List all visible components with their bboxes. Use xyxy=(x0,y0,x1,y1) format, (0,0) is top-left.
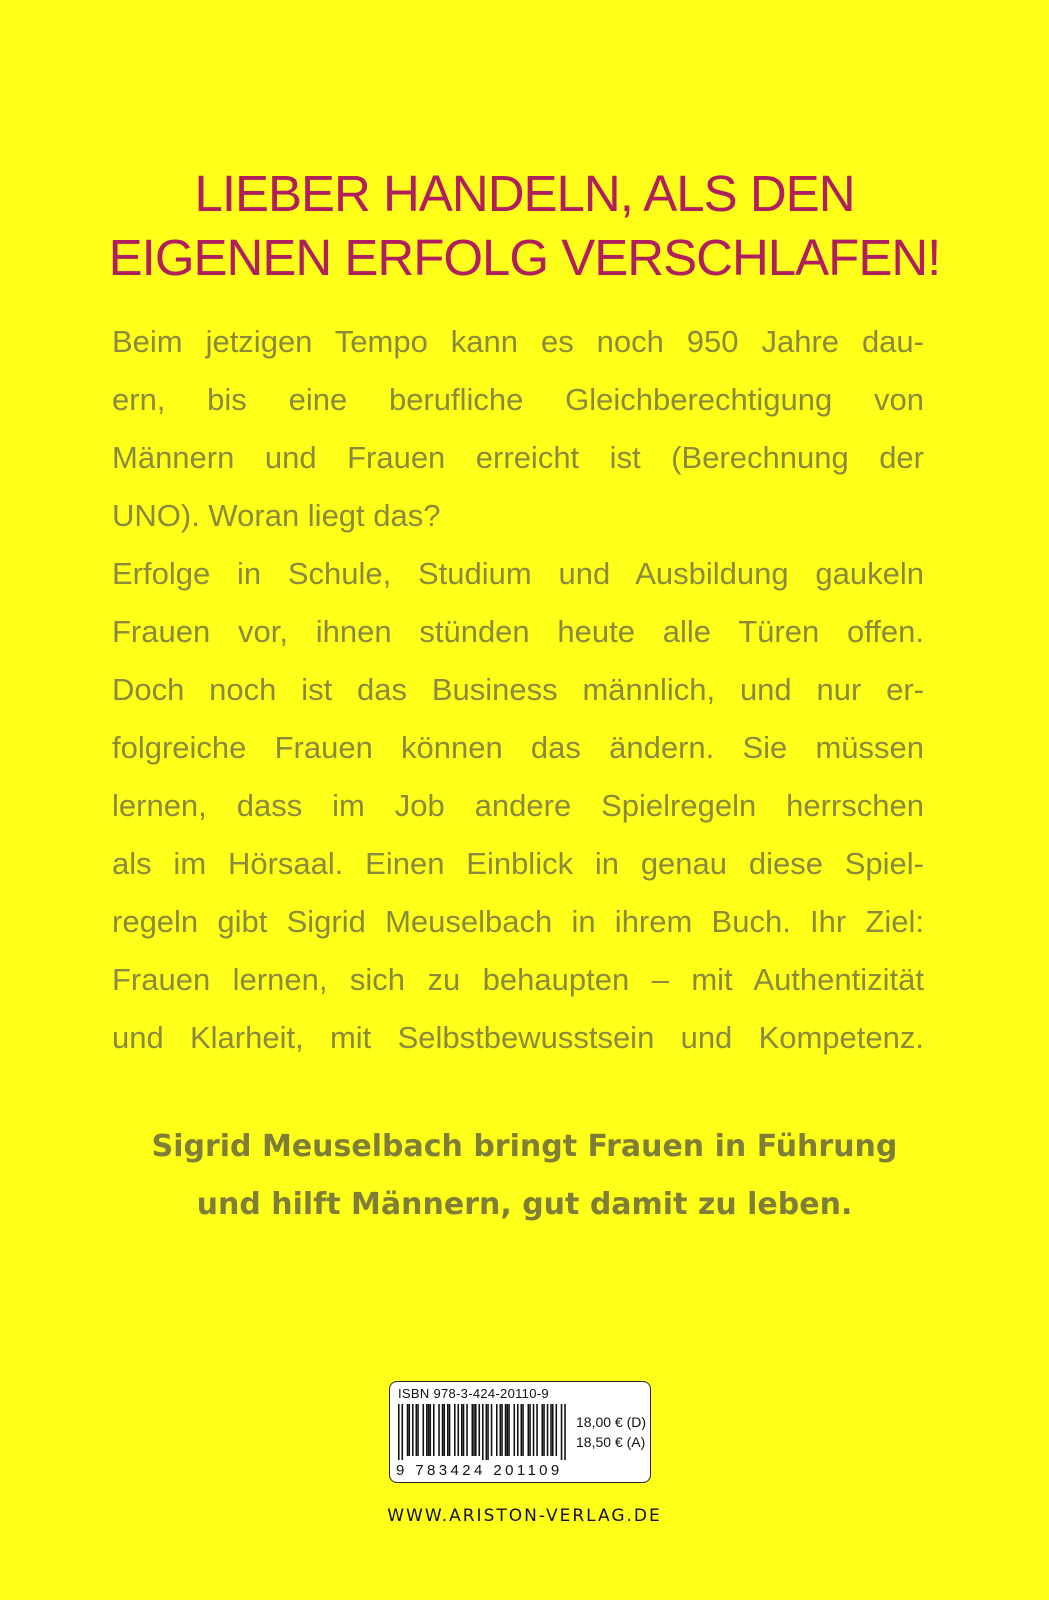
tagline-line-1: Sigrid Meuselbach bringt Frauen in Führung xyxy=(151,1129,898,1164)
price-austria: 18,50 € (A) xyxy=(576,1434,646,1450)
headline-line-2: EIGENEN ERFOLG VERSCHLAFEN! xyxy=(108,229,941,286)
blurb-line: lernen, dass im Job andere Spielregeln herrschen xyxy=(112,788,924,823)
tagline-line-2: und hilft Männern, gut damit zu leben. xyxy=(196,1187,853,1222)
blurb-line: Erfolge in Schule, Studium und Ausbildung gaukeln xyxy=(112,556,924,591)
blurb-line: Frauen vor, ihnen stünden heute alle Türen offen. xyxy=(112,614,924,649)
prices xyxy=(576,1412,646,1452)
blurb-line: als im Hörsaal. Einen Einblick in genau diese Spiel- xyxy=(112,846,924,881)
blurb-line: Frauen lernen, sich zu behaupten – mit Authentizität xyxy=(112,962,924,997)
blurb-line: ern, bis eine berufliche Gleichberechtigung von xyxy=(112,382,924,417)
blurb-line: folgreiche Frauen können das ändern. Sie müssen xyxy=(112,730,924,765)
isbn-price-box xyxy=(389,1381,651,1483)
headline xyxy=(40,162,1009,290)
blurb-line: und Klarheit, mit Selbstbewusstsein und Kompetenz. xyxy=(112,1020,924,1055)
blurb-line: Doch noch ist das Business männlich, und nur er- xyxy=(112,672,924,707)
tagline xyxy=(60,1118,989,1234)
price-germany: 18,00 € (D) xyxy=(576,1414,647,1430)
blurb-line: Beim jetzigen Tempo kann es noch 950 Jahre dau- xyxy=(112,324,924,359)
publisher-website: WWW.ARISTON-VERLAG.DE xyxy=(387,1506,662,1526)
blurb-line: UNO). Woran liegt das? xyxy=(112,498,441,533)
barcode-icon xyxy=(398,1404,566,1460)
isbn-label: ISBN 978-3-424-20110-9 xyxy=(398,1386,549,1401)
headline-line-1: LIEBER HANDELN, ALS DEN xyxy=(194,165,855,222)
blurb-line: Männern und Frauen erreicht ist (Berechnung der xyxy=(112,440,924,475)
blurb-line: regeln gibt Sigrid Meuselbach in ihrem Buch. Ihr Ziel: xyxy=(112,904,924,939)
blurb-text xyxy=(112,313,924,1067)
barcode-digits: 9 783424 201109 xyxy=(396,1462,563,1479)
